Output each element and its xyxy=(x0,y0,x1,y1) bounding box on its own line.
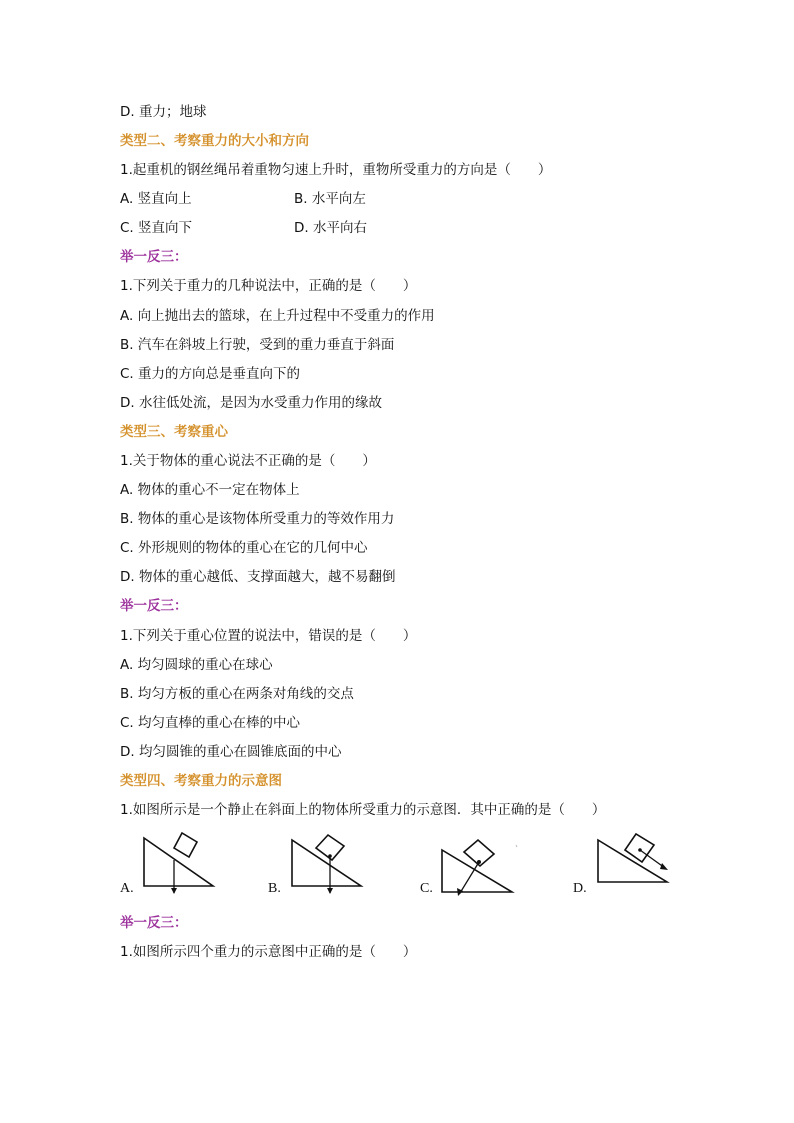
option-d-gravity-earth: D. 重力；地球 xyxy=(120,104,207,120)
section2-option-b: B. 水平向左 xyxy=(294,191,366,207)
practice2-heading: 举一反三： xyxy=(120,598,188,614)
figure-c-incline-diagram xyxy=(438,830,520,900)
section2-option-c: C. 竖直向下 xyxy=(120,220,193,236)
section2-option-a: A. 竖直向上 xyxy=(120,191,192,207)
section2-question: 1.起重机的钢丝绳吊着重物匀速上升时，重物所受重力的方向是（ ） xyxy=(120,162,552,178)
practice1-option-a: A. 向上抛出去的篮球，在上升过程中不受重力的作用 xyxy=(120,308,435,324)
practice1-option-b: B. 汽车在斜坡上行驶，受到的重力垂直于斜面 xyxy=(120,337,395,353)
section2-option-d: D. 水平向右 xyxy=(294,220,367,236)
practice3-question: 1.如图所示四个重力的示意图中正确的是（ ） xyxy=(120,944,417,960)
figure-a-label: A. xyxy=(120,881,134,896)
practice2-option-b: B. 均匀方板的重心在两条对角线的交点 xyxy=(120,686,354,702)
section3-question: 1.关于物体的重心说法不正确的是（ ） xyxy=(120,453,376,469)
section2-heading: 类型二、考察重力的大小和方向 xyxy=(120,133,309,149)
section4-heading: 类型四、考察重力的示意图 xyxy=(120,773,282,789)
figure-b-label: B. xyxy=(268,881,281,896)
section3-option-d: D. 物体的重心越低、支撑面越大，越不易翻倒 xyxy=(120,569,396,585)
figure-d-label: D. xyxy=(573,881,587,896)
section4-question: 1.如图所示是一个静止在斜面上的物体所受重力的示意图．其中正确的是（ ） xyxy=(120,802,606,818)
section3-heading: 类型三、考察重心 xyxy=(120,424,228,440)
practice2-option-a: A. 均匀圆球的重心在球心 xyxy=(120,657,273,673)
practice3-heading: 举一反三： xyxy=(120,915,188,931)
section3-option-c: C. 外形规则的物体的重心在它的几何中心 xyxy=(120,540,368,556)
practice1-option-d: D. 水往低处流，是因为水受重力作用的缘故 xyxy=(120,395,382,411)
figure-c-label: C. xyxy=(420,881,433,896)
practice2-option-d: D. 均匀圆锥的重心在圆锥底面的中心 xyxy=(120,744,342,760)
section2-option-row-1 xyxy=(120,190,192,208)
practice2-question: 1.下列关于重心位置的说法中，错误的是（ ） xyxy=(120,628,417,644)
figure-a-incline-diagram xyxy=(140,830,220,900)
figure-d-incline-diagram xyxy=(594,830,676,890)
practice1-option-c: C. 重力的方向总是垂直向下的 xyxy=(120,366,301,382)
section3-option-b: B. 物体的重心是该物体所受重力的等效作用力 xyxy=(120,511,395,527)
practice1-question: 1.下列关于重力的几种说法中，正确的是（ ） xyxy=(120,278,417,294)
section3-option-a: A. 物体的重心不一定在物体上 xyxy=(120,482,300,498)
practice2-option-c: C. 均匀直棒的重心在棒的中心 xyxy=(120,715,301,731)
practice1-heading: 举一反三： xyxy=(120,249,188,265)
figure-b-incline-diagram xyxy=(288,830,368,900)
